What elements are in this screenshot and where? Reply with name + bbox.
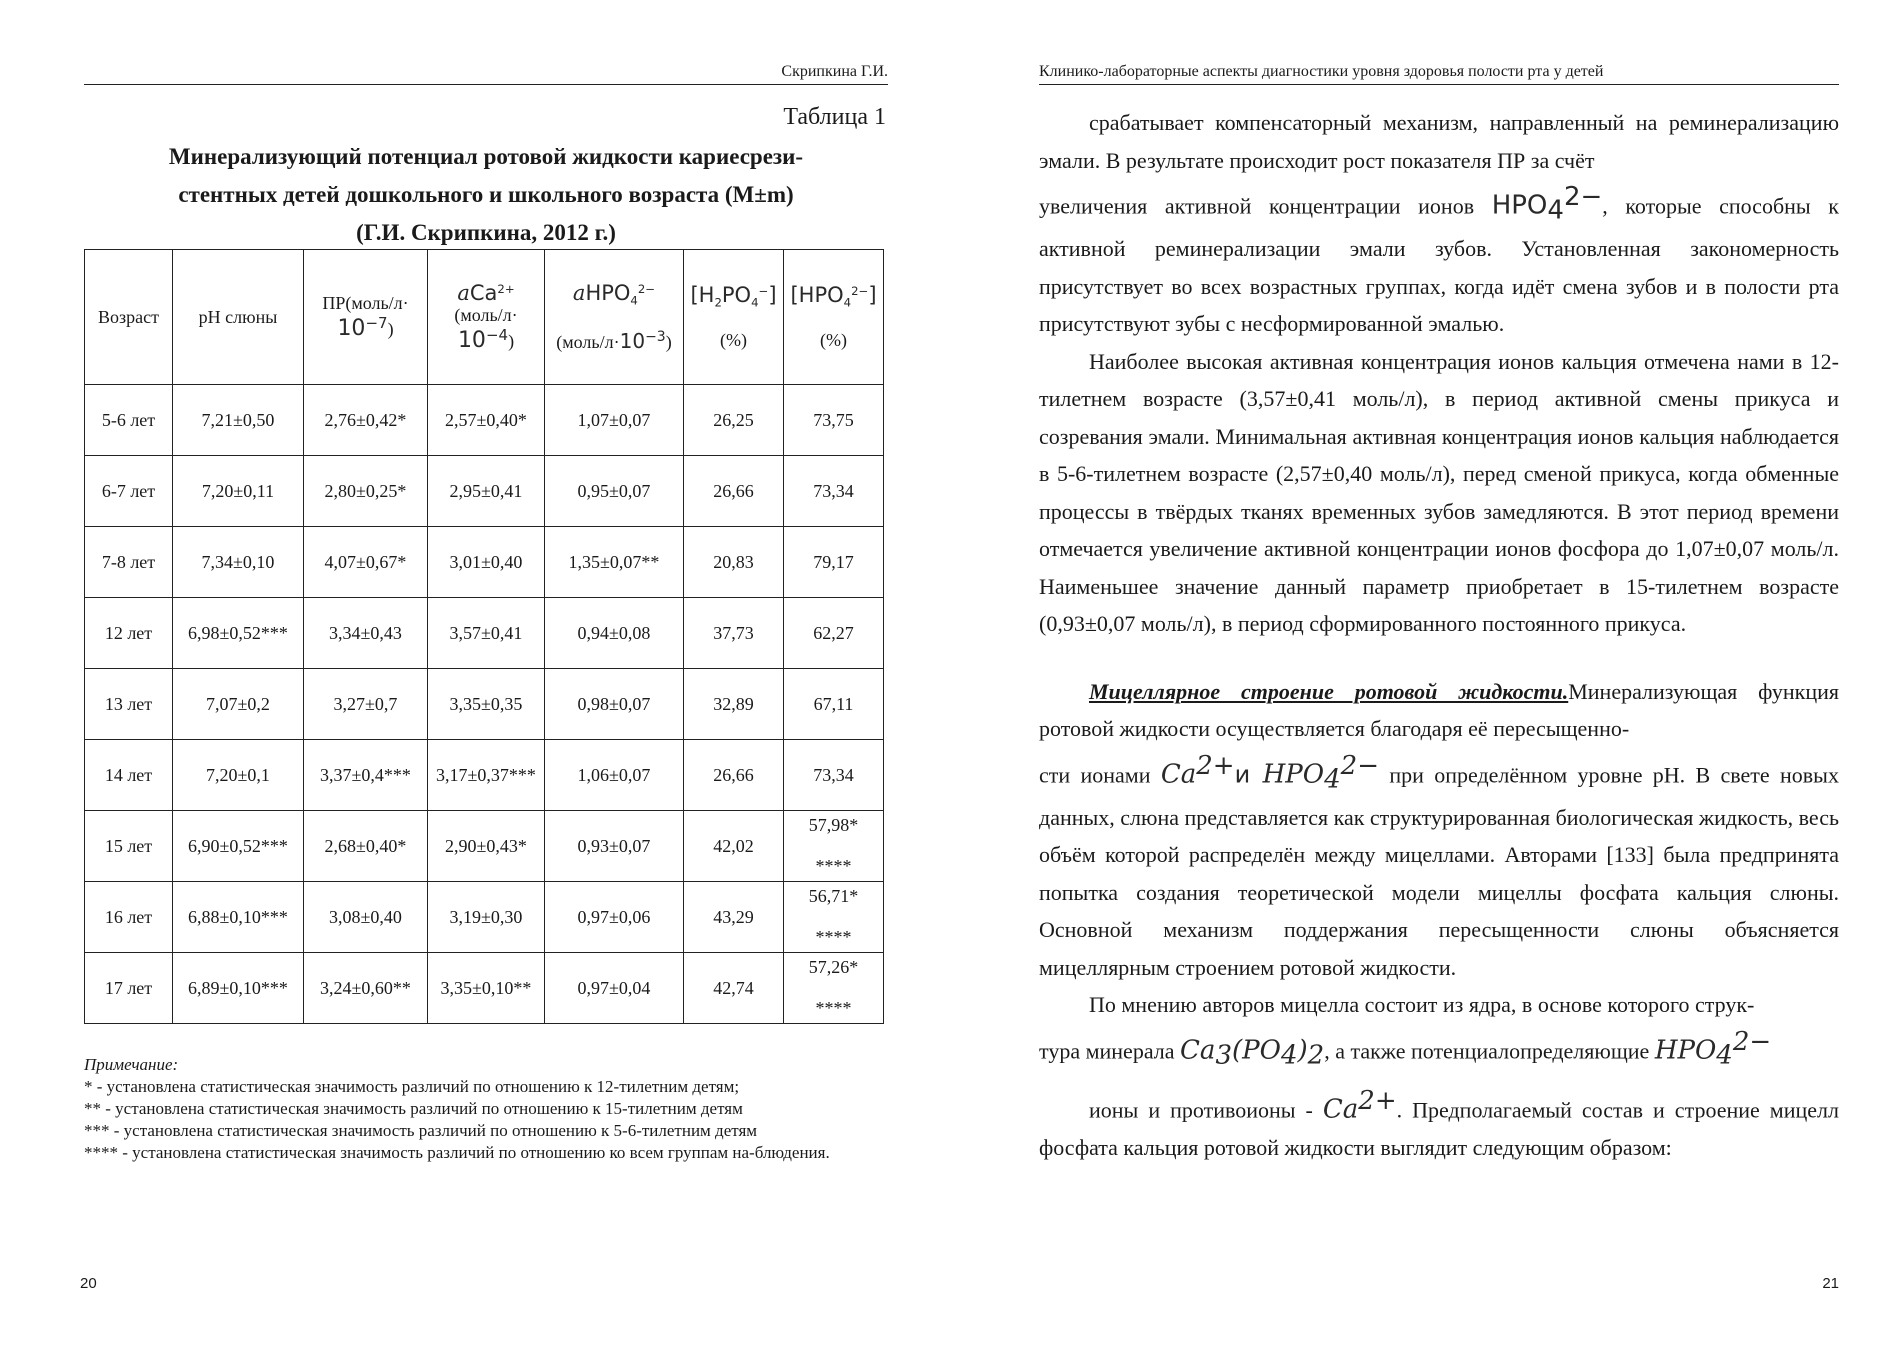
cell-hpo-stars: **** [815,927,852,947]
table-title-line-2: стентных детей дошкольного и школьного возраста (М±m) [178,182,794,207]
header-ph: pH слюны [173,250,304,385]
cell-hydrophosphate-pct: 73,34 [784,740,884,811]
cell-age: 5-6 лет [85,385,173,456]
cell-active-calcium: 3,57±0,41 [428,598,545,669]
paragraph-2: Наиболее высокая активная концентрация ионов кальция отмечена нами в 12-тилетнем возрасте (3,57±0,41 моль/л), в период активной смены прикуса и созревания эмали. Минимальная активная концентрация ионов кальция наблюдается в 5-6-тилетнем возрасте (2,57±0,40 моль/л), перед сменой прикуса, когда обменные процессы в твёрдых тканях временных зубов замедляются. В этот период времени отмечается увеличение активной концентрации ионов фосфора до 1,07±0,07 моль/л. Наименьшее значение данный параметр приобретает в 15-тилетнем возрасте (0,93±0,07 моль/л), в период сформированного постоянного прикуса. [1039,348,1839,637]
page-number: 20 [80,1275,97,1292]
paragraph-3b: сти ионами Ca2+и HPO42− при определённом уровне pH. В свете новых данных, слюна представляется как структурированная биологическая жидкость, весь объём которой распределён между мицеллами. Авторами [133] была предпринята попытка создания теоретической модели мицеллы фосфата кальция слюны. Основной механизм поддержания пересыщенности слюны объясняется мицеллярным строением ротовой жидкости. [1039,750,1839,980]
note-item: * - установлена статистическая значимость различий по отношению к 12-тилетним детям; [84,1077,740,1096]
mineralizing-potential-table [84,249,884,1024]
table-row [85,882,884,953]
cell-hydrophosphate-pct: 73,34 [784,456,884,527]
cell-ph: 7,20±0,11 [173,456,304,527]
note-item: ** - установлена статистическая значимость различий по отношению к 15-тилетним детям [84,1099,743,1118]
note-item: **** - установлена статистическая значимость различий по отношению ко всем группам на-блюдения. [84,1143,830,1162]
page-number: 21 [1822,1275,1839,1292]
cell-active-hydrophosphate: 0,97±0,04 [545,953,684,1024]
cell-hydrophosphate-pct [784,882,884,953]
cell-age: 6-7 лет [85,456,173,527]
cell-dihydrophosphate-pct: 20,83 [684,527,784,598]
table-title-line-3: (Г.И. Скрипкина, 2012 г.) [356,220,616,245]
header-dihydrophosphate-pct: $[H_2PO_4^-]$ (%) [684,250,784,385]
cell-active-hydrophosphate: 0,94±0,08 [545,598,684,669]
cell-age: 12 лет [85,598,173,669]
header-rule [1039,84,1839,85]
cell-active-calcium: 2,57±0,40* [428,385,545,456]
cell-ph: 6,89±0,10*** [173,953,304,1024]
cell-pr: 2,68±0,40* [304,811,428,882]
cell-active-hydrophosphate: 0,98±0,07 [545,669,684,740]
cell-hydrophosphate-pct: 67,11 [784,669,884,740]
cell-ph: 7,34±0,10 [173,527,304,598]
cell-hydrophosphate-pct: 62,27 [784,598,884,669]
cell-ph: 7,07±0,2 [173,669,304,740]
cell-ph: 7,20±0,1 [173,740,304,811]
cell-active-calcium: 3,19±0,30 [428,882,545,953]
paragraph-1a: срабатывает компенсаторный механизм, направленный на реминерализацию эмали. В результате происходит рост показателя ПР за счёт [1039,110,1839,173]
table-title-line-1: Минерализующий потенциал ротовой жидкости кариесрези- [168,144,804,169]
cell-hpo-stars: **** [815,998,852,1018]
cell-active-hydrophosphate: 0,93±0,07 [545,811,684,882]
header-hydrophosphate-pct: $[HPO_4^{2-}]$ (%) [784,250,884,385]
table-notes [84,1054,884,1164]
cell-dihydrophosphate-pct: 37,73 [684,598,784,669]
cell-pr: 2,76±0,42* [304,385,428,456]
table-title [84,138,888,252]
right-page [951,0,1902,1350]
cell-ph: 6,88±0,10*** [173,882,304,953]
cell-pr: 3,34±0,43 [304,598,428,669]
table-row [85,811,884,882]
cell-active-hydrophosphate: 0,95±0,07 [545,456,684,527]
cell-age: 13 лет [85,669,173,740]
table-row [85,385,884,456]
paragraph-1b: увеличения активной концентрации ионов HPO42−, которые способны к активной реминерализации эмали зубов. Установленная закономерность присутствует во всех возрастных группах, когда идёт смена зубов и в полости рта присутствуют зубы с несформированной эмалью. [1039,182,1839,337]
running-head-author: Скрипкина Г.И. [781,63,888,80]
cell-active-calcium: 3,01±0,40 [428,527,545,598]
cell-hydrophosphate-pct [784,953,884,1024]
cell-active-hydrophosphate: 1,35±0,07** [545,527,684,598]
cell-dihydrophosphate-pct: 32,89 [684,669,784,740]
cell-dihydrophosphate-pct: 42,74 [684,953,784,1024]
cell-age: 7-8 лет [85,527,173,598]
cell-age: 16 лет [85,882,173,953]
cell-pr: 3,08±0,40 [304,882,428,953]
header-active-calcium: aCa$^{2+}$ (моль/л· $10^{-4}$) [428,250,545,385]
table-row [85,740,884,811]
cell-age: 15 лет [85,811,173,882]
cell-hydrophosphate-pct: 73,75 [784,385,884,456]
cell-pr: 3,24±0,60** [304,953,428,1024]
paragraph-4a: По мнению авторов мицелла состоит из ядра, в основе которого струк- [1089,992,1755,1018]
cell-active-hydrophosphate: 1,07±0,07 [545,385,684,456]
cell-dihydrophosphate-pct: 43,29 [684,882,784,953]
table-row [85,456,884,527]
table-row [85,953,884,1024]
cell-active-hydrophosphate: 1,06±0,07 [545,740,684,811]
cell-hydrophosphate-pct: 79,17 [784,527,884,598]
cell-active-hydrophosphate: 0,97±0,06 [545,882,684,953]
table-number: Таблица 1 [783,104,886,130]
cell-hydrophosphate-pct [784,811,884,882]
cell-active-calcium: 3,35±0,10** [428,953,545,1024]
cell-age: 17 лет [85,953,173,1024]
cell-ph: 7,21±0,50 [173,385,304,456]
cell-active-calcium: 2,90±0,43* [428,811,545,882]
body-text [1039,104,1839,1166]
table-row [85,527,884,598]
cell-dihydrophosphate-pct: 26,66 [684,456,784,527]
paragraph-4b: тура минерала Ca3(PO4)2, а также потенциалопределяющие HPO42− [1039,1026,1772,1071]
cell-dihydrophosphate-pct: 26,66 [684,740,784,811]
table-row [85,669,884,740]
paragraph-3a: Мицеллярное строение ротовой жидкости.Минерализующая функция ротовой жидкости осуществляется благодаря её пересыщенно- [1039,678,1839,742]
cell-pr: 3,27±0,7 [304,669,428,740]
cell-age: 14 лет [85,740,173,811]
running-head-title: Клинико-лабораторные аспекты диагностики уровня здоровья полости рта у детей [1039,63,1604,80]
cell-hpo-value: 57,98* [808,815,859,835]
cell-pr: 4,07±0,67* [304,527,428,598]
cell-pr: 2,80±0,25* [304,456,428,527]
header-rule [84,84,888,85]
note-item: *** - установлена статистическая значимость различий по отношению к 5-6-тилетним детям [84,1121,758,1140]
cell-hpo-value: 57,26* [808,957,859,977]
header-age: Возраст [85,250,173,385]
cell-hpo-value: 56,71* [808,886,859,906]
cell-dihydrophosphate-pct: 42,02 [684,811,784,882]
header-active-hydrophosphate: aHPO$_4^{2-}$ $(моль/л\cdot 10^{-3})$ [545,250,684,385]
header-pr: ПР(моль/л· $10^{-7}$) [304,250,428,385]
section-title: Мицеллярное строение ротовой жидкости. [1089,678,1569,704]
paragraph-4c: ионы и противоионы - Ca2+. Предполагаемый состав и строение мицелл фосфата кальция ротовой жидкости выглядит следующим образом: [1039,1086,1839,1160]
table-row [85,598,884,669]
table-body [85,385,884,1024]
cell-pr: 3,37±0,4*** [304,740,428,811]
cell-hpo-stars: **** [815,856,852,876]
cell-active-calcium: 3,17±0,37*** [428,740,545,811]
cell-active-calcium: 2,95±0,41 [428,456,545,527]
cell-ph: 6,90±0,52*** [173,811,304,882]
cell-ph: 6,98±0,52*** [173,598,304,669]
table-header-row [85,250,884,385]
notes-title: Примечание: [84,1055,179,1074]
cell-dihydrophosphate-pct: 26,25 [684,385,784,456]
cell-active-calcium: 3,35±0,35 [428,669,545,740]
